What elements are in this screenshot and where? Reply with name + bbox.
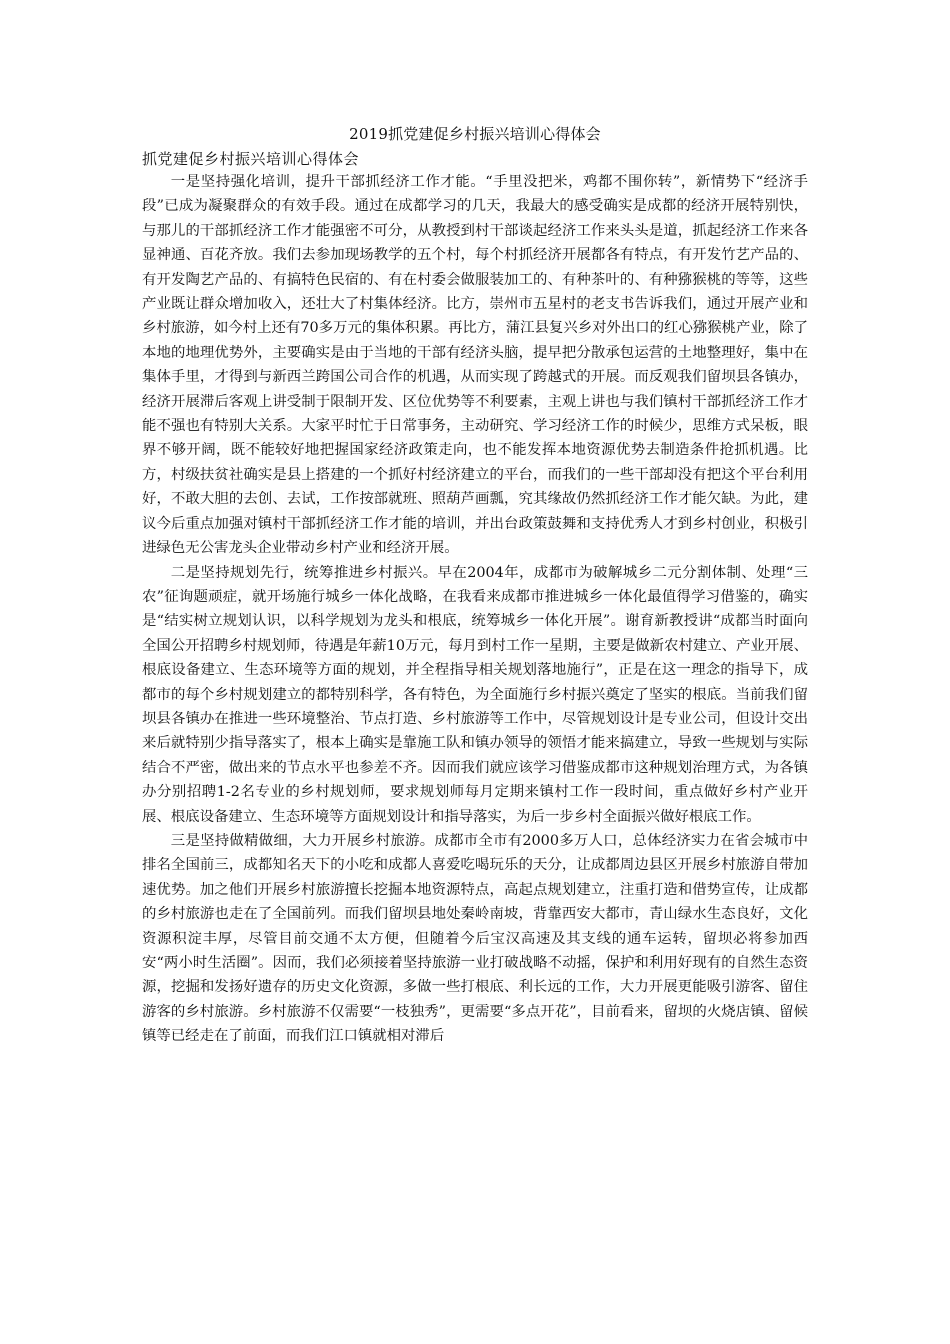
paragraph-planning: 二是坚持规划先行，统筹推进乡村振兴。早在2004年，成都市为破解城乡二元分割体制、处理“三农”征询题顽症，就开场施行城乡一体化战略，在我看来成都市推进城乡一体化最值得学习借鉴的，确实是“结实树立规划认识，以科学规划为龙头和根底，统筹城乡一体化开展”。谢育新教授讲“成都当时面向全国公开招聘乡村规划师，待遇是年薪10万元，每月到村工作一星期，主要是做新农村建立、产业开展、根底设备建立、生态环境等方面的规划，并全程指导相关规划落地施行”，正是在这一理念的指导下，成都市的每个乡村规划建立的都特别科学，各有特色，为全面施行乡村振兴奠定了坚实的根底。当前我们留坝县各镇办在推进一些环境整治、节点打造、乡村旅游等工作中，尽管规划设计是专业公司，但设计交出来后就特别少指导落实了，根本上确实是靠施工队和镇办领导的领悟才能来搞建立，导致一些规划与实际结合不严密，做出来的节点水平也参差不齐。因而我们就应该学习借鉴成都市这种规划治理方式，为各镇办分别招聘1-2名专业的乡村规划师，要求规划师每月定期来镇村工作一段时间，重点做好乡村产业开展、根底设备建立、生态环境等方面规划设计和指导落实，为后一步乡村全面振兴做好根底工作。 bbox=[142, 564, 808, 825]
paragraph-training: 一是坚持强化培训，提升干部抓经济工作才能。“手里没把米，鸡都不围你转”，新情势下“经济手段”已成为凝聚群众的有效手段。通过在成都学习的几天，我最大的感受确实是成都的经济开展特别快，与那儿的干部抓经济工作才能强密不可分，从教授到村干部谈起经济工作来头头是道，抓起经济工作来各显神通、百花齐放。我们去参加现场教学的五个村，每个村抓经济开展都各有特点，有开发竹艺产品的、有开发陶艺产品的、有搞特色民宿的、有在村委会做服装加工的、有种茶叶的、有种猕猴桃的等等，这些产业既让群众增加收入，还壮大了村集体经济。比方，崇州市五星村的老支书告诉我们，通过开展产业和乡村旅游，如今村上还有70多万元的集体积累。再比方，蒲江县复兴乡对外出口的红心猕猴桃产业，除了本地的地理优势外，主要确实是由于当地的干部有经济头脑，提早把分散承包运营的土地整理好，集中在集体手里，才得到与新西兰跨国公司合作的机遇，从而实现了跨越式的开展。而反观我们留坝县各镇办，经济开展滞后客观上讲受制于限制开发、区位优势等不利要素，主观上讲也与我们镇村干部抓经济工作才能不强也有特别大关系。大家平时忙于日常事务，主动研究、学习经济工作的时候少，思维方式呆板，眼界不够开阔，既不能较好地把握国家经济政策走向，也不能发挥本地资源优势去制造条件抢抓机遇。比方，村级扶贫社确实是县上搭建的一个抓好村经济建立的平台，而我们的一些干部却没有把这个平台利用好，不敢大胆的去创、去试，工作按部就班、照葫芦画瓢，究其缘故仍然抓经济工作才能欠缺。为此，建议今后重点加强对镇村干部抓经济工作才能的培训，并出台政策鼓舞和支持优秀人才到乡村创业，积极引进绿色无公害龙头企业带动乡村产业和经济开展。 bbox=[142, 174, 808, 557]
document-page bbox=[142, 124, 808, 1049]
document-subtitle: 抓党建促乡村振兴培训心得体会 bbox=[142, 150, 360, 168]
document-title: 2019抓党建促乡村振兴培训心得体会 bbox=[349, 125, 601, 143]
paragraph-tourism: 三是坚持做精做细，大力开展乡村旅游。成都市全市有2000多万人口，总体经济实力在省会城市中排名全国前三，成都知名天下的小吃和成都人喜爱吃喝玩乐的天分，让成都周边县区开展乡村旅游自带加速优势。加之他们开展乡村旅游擅长挖掘本地资源特点，高起点规划建立，注重打造和借势宣传，让成都的乡村旅游也走在了全国前列。而我们留坝县地处秦岭南坡，背靠西安大都市，青山绿水生态良好，文化资源积淀丰厚，尽管目前交通不太方便，但随着今后宝汉高速及其支线的通车运转，留坝必将参加西安“两小时生活圈”。因而，我们必须接着坚持旅游一业打破战略不动摇，保护和利用好现有的自然生态资源，挖掘和发扬好遗存的历史文化资源，多做一些打根底、利长远的工作，大力开展更能吸引游客、留住游客的乡村旅游。乡村旅游不仅需要“一枝独秀”，更需要“多点开花”，目前看来，留坝的火烧店镇、留候镇等已经走在了前面，而我们江口镇就相对滞后 bbox=[142, 832, 808, 1045]
